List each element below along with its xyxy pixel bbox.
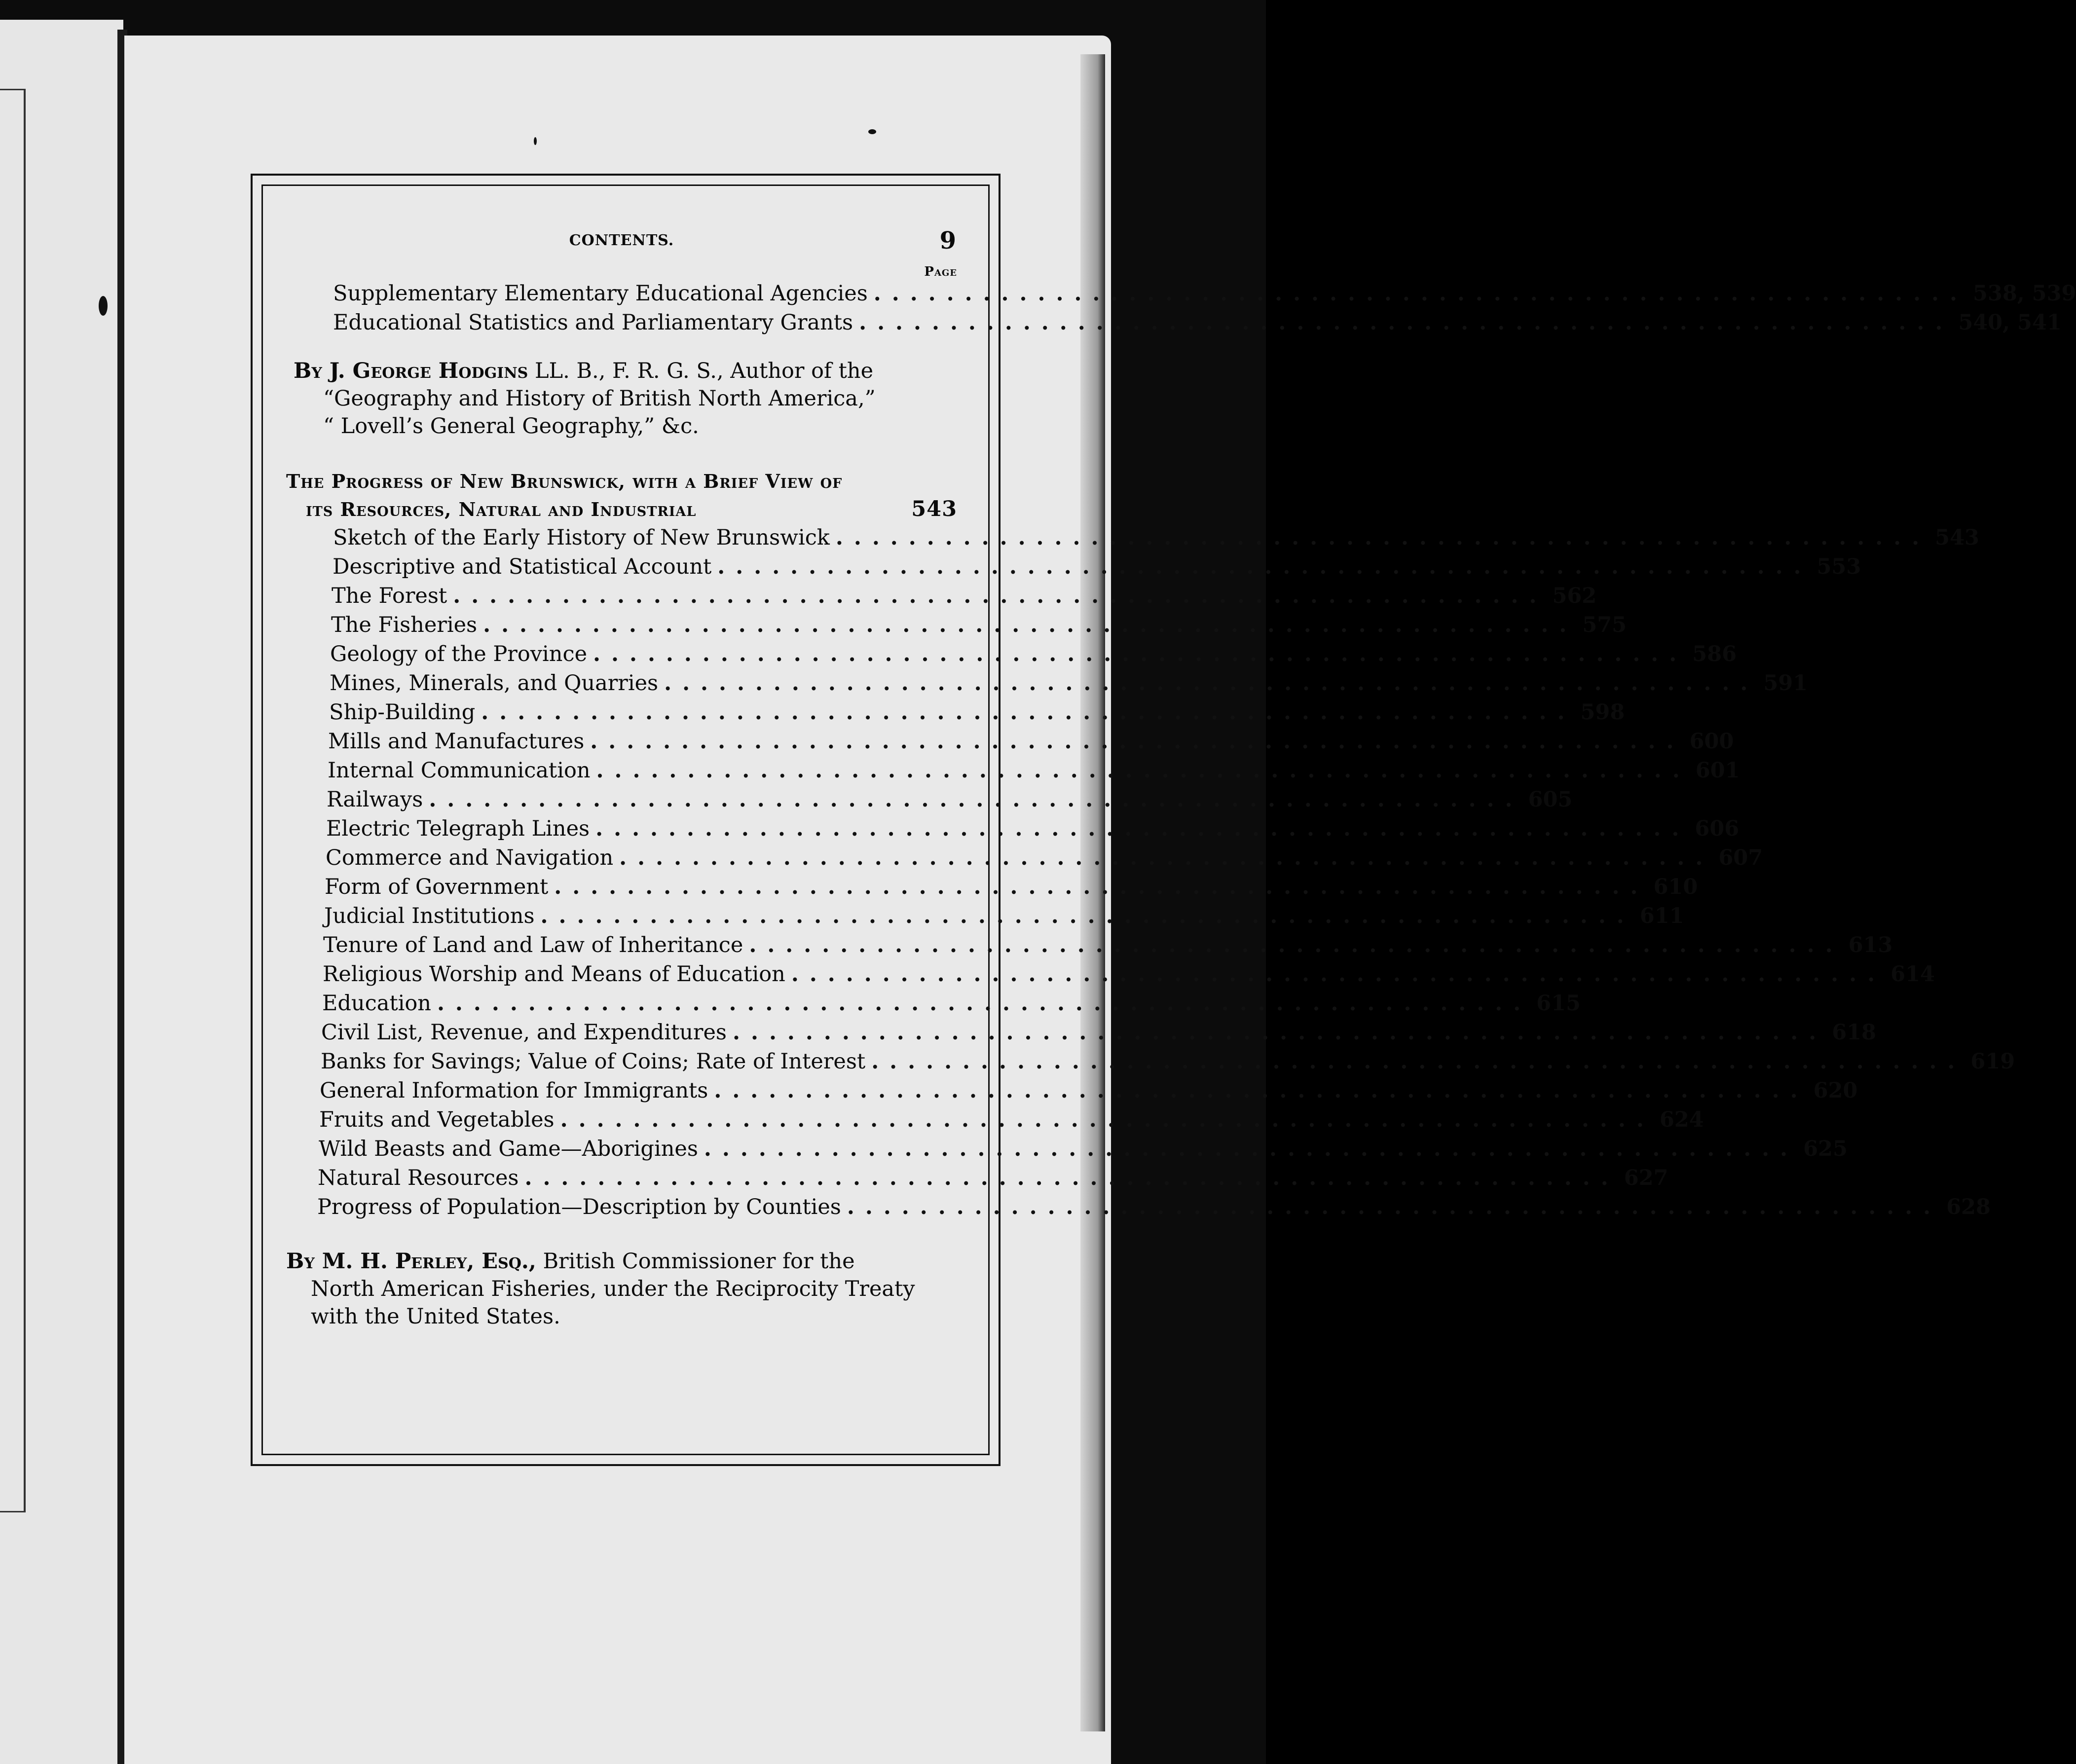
entry-page: 610 (1653, 875, 1698, 899)
entry-title: Religious Worship and Means of Education (323, 962, 785, 987)
page-column-label: Page (924, 264, 957, 279)
entry-title: Judicial Institutions (324, 904, 535, 928)
toc-entry (286, 727, 1734, 756)
section-heading-line2: its Resources, Natural and Industrial (306, 498, 697, 520)
toc-entry (286, 1047, 2015, 1076)
entry-title: The Forest (332, 584, 447, 608)
entry-page: 553 (1816, 554, 1861, 579)
entry-page: 620 (1813, 1078, 1858, 1103)
author-role-1: North American Fisheries, under the Reciprocity Treaty (311, 1277, 915, 1301)
dot-leader: ............................................................ (429, 787, 1523, 812)
dot-leader: ............................................................ (791, 962, 1886, 987)
entry-page: 613 (1848, 933, 1893, 957)
dot-leader: ............................................................ (560, 1107, 1655, 1132)
toc-entry (286, 873, 1698, 902)
toc-entry (286, 698, 1625, 727)
entry-title: Progress of Population—Description by Counties (317, 1195, 841, 1219)
dot-leader: ............................................................ (437, 991, 1532, 1016)
toc-entry (286, 785, 1573, 814)
dot-leader: ............................................................ (619, 845, 1714, 870)
entry-title: Internal Communication (328, 758, 591, 783)
dot-leader: ............................................................ (593, 642, 1688, 666)
entry-title: Wild Beasts and Game—Aborigines (319, 1137, 698, 1161)
entry-title: The Fisheries (331, 613, 478, 637)
toc-entry (286, 582, 1597, 611)
dot-leader: ............................................................ (596, 758, 1691, 783)
toc-entry (286, 279, 2076, 308)
entry-title: Ship-Building (329, 700, 476, 725)
entry-page: 607 (1718, 845, 1763, 870)
toc-entry (286, 1105, 1704, 1135)
entry-title: Civil List, Revenue, and Expenditures (321, 1020, 727, 1045)
dot-leader: ............................................................ (590, 729, 1685, 754)
entry-page: 611 (1639, 904, 1684, 928)
entry-title: Electric Telegraph Lines (326, 816, 590, 841)
dot-leader: ............................................................ (859, 310, 1954, 335)
dot-leader: ............................................................ (733, 1020, 1827, 1045)
author-byline-hodgins (286, 357, 957, 440)
dot-leader: ............................................................ (554, 875, 1649, 899)
toc-entry (286, 756, 1740, 785)
contents-body (286, 227, 2076, 1330)
top-entries (286, 279, 2076, 337)
entry-page: 606 (1695, 816, 1740, 841)
dot-leader: ............................................................ (540, 904, 1635, 928)
entry-title: Mines, Minerals, and Quarries (330, 671, 659, 696)
entry-title: Banks for Savings; Value of Coins; Rate of Interest (321, 1049, 866, 1074)
dot-leader: ............................................................ (524, 1166, 1619, 1190)
toc-entry (286, 552, 1861, 582)
entry-page: 618 (1832, 1020, 1876, 1045)
entry-title: Education (322, 991, 431, 1016)
toc-entry (286, 844, 1763, 873)
toc-entry (286, 1076, 1858, 1105)
author-credentials: LL. B., F. R. G. S., Author of the (528, 359, 874, 383)
section-heading-line1: The Progress of New Brunswick, with a Brief View of (286, 470, 843, 492)
dot-leader: ............................................................ (835, 525, 1930, 550)
entry-page: 619 (1970, 1049, 2015, 1074)
section-entries (286, 523, 2015, 1222)
entry-page: 591 (1763, 671, 1808, 696)
entry-title: Descriptive and Statistical Account (333, 554, 712, 579)
entry-page: 543 (1935, 525, 1979, 550)
author-byline-perley (286, 1248, 957, 1330)
dot-leader: ............................................................ (453, 584, 1548, 608)
author-work-2: “ Lovell’s General Geography,” &c. (323, 414, 699, 439)
entry-title: Educational Statistics and Parliamentary Grants (333, 310, 853, 335)
toc-entry (286, 1018, 1876, 1047)
entry-page: 605 (1528, 787, 1573, 812)
toc-entry (286, 308, 2062, 337)
running-title: CONTENTS. (569, 232, 674, 249)
section-page: 543 (911, 497, 957, 521)
author-name: By J. George Hodgins (294, 359, 528, 383)
entry-page: 586 (1692, 642, 1737, 666)
section-heading-row (286, 495, 957, 523)
toc-entry (286, 1193, 1991, 1222)
entry-title: Natural Resources (318, 1166, 519, 1190)
toc-entry (286, 814, 1740, 844)
toc-entry (286, 640, 1737, 669)
entry-page: 614 (1891, 962, 1935, 987)
entry-page: 598 (1580, 700, 1625, 725)
toc-entry (286, 611, 1627, 640)
dot-leader: ............................................................ (481, 700, 1576, 725)
left-page-rule (0, 89, 26, 1512)
toc-entry (286, 669, 1808, 698)
toc-entry (286, 960, 1935, 989)
dot-leader: ............................................................ (717, 554, 1812, 579)
entry-title: General Information for Immigrants (320, 1078, 708, 1103)
entry-title: Tenure of Land and Law of Inheritance (323, 933, 743, 957)
toc-entry (286, 1164, 1668, 1193)
entry-page: 600 (1689, 729, 1734, 754)
entry-title: Supplementary Elementary Educational Agencies (333, 281, 868, 306)
toc-entry (286, 523, 1979, 552)
entry-page: 625 (1803, 1137, 1848, 1161)
entry-page: 538, 539 (1972, 281, 2076, 306)
entry-page: 540, 541 (1958, 310, 2062, 335)
ink-speck (868, 129, 876, 134)
ink-speck (534, 137, 537, 145)
entry-page: 624 (1659, 1107, 1704, 1132)
entry-page: 628 (1946, 1195, 1991, 1219)
entry-title: Railways (327, 787, 423, 812)
dot-leader: ............................................................ (873, 281, 1968, 306)
ink-speck (99, 296, 108, 316)
running-head (286, 227, 957, 261)
author-role-2: with the United States. (311, 1304, 560, 1329)
entry-title: Form of Government (325, 875, 549, 899)
entry-title: Geology of the Province (330, 642, 588, 666)
dot-leader: ............................................................ (871, 1049, 1966, 1074)
entry-page: 601 (1695, 758, 1740, 783)
toc-entry (286, 1135, 1848, 1164)
left-page-edge (0, 20, 123, 1764)
entry-page: 615 (1536, 991, 1581, 1016)
dot-leader: ............................................................ (704, 1137, 1799, 1161)
entry-page: 575 (1582, 613, 1627, 637)
entry-title: Mills and Manufactures (328, 729, 585, 754)
section-heading (286, 468, 957, 523)
page-number: 9 (939, 227, 956, 255)
entry-page: 627 (1624, 1166, 1668, 1190)
dot-leader: ............................................................ (483, 613, 1578, 637)
entry-title: Fruits and Vegetables (319, 1107, 555, 1132)
dot-leader: ............................................................ (664, 671, 1759, 696)
dot-leader: ............................................................ (595, 816, 1690, 841)
toc-entry (286, 902, 1684, 931)
author-credentials: British Commissioner for the (536, 1249, 855, 1274)
entry-title: Sketch of the Early History of New Brunswick (333, 525, 830, 550)
toc-entry (286, 989, 1581, 1018)
dot-leader: ............................................................ (714, 1078, 1809, 1103)
dot-leader: ............................................................ (749, 933, 1844, 957)
dot-leader: ............................................................ (847, 1195, 1942, 1219)
author-work-1: “Geography and History of British North America,” (323, 386, 876, 411)
toc-entry (286, 931, 1893, 960)
entry-page: 562 (1552, 584, 1597, 608)
author-name: By M. H. Perley, Esq., (286, 1249, 536, 1274)
entry-title: Commerce and Navigation (326, 845, 614, 870)
